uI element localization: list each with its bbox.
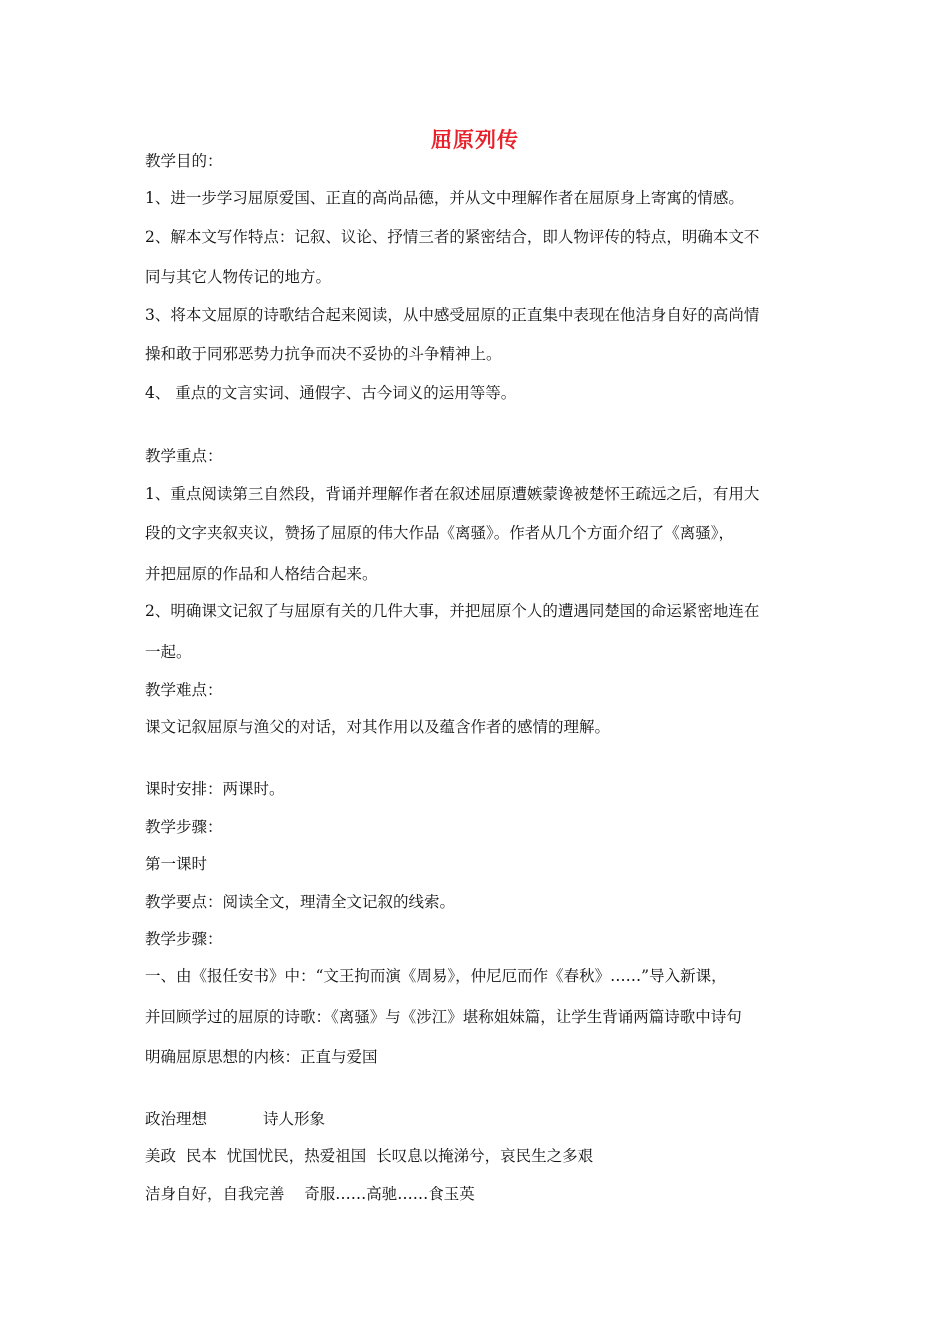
table-row: 洁身自好，自我完善 奇服……高驰……食玉英 xyxy=(145,1185,475,1203)
paragraph-line: 一、由《报任安书》中：“文王拘而演《周易》，仲尼厄而作《春秋》……”导入新课， xyxy=(145,967,727,985)
section-heading-objectives: 教学目的： xyxy=(145,152,223,170)
lesson-heading: 第一课时 xyxy=(145,855,208,873)
paragraph-line: 教学要点：阅读全文，理清全文记叙的线索。 xyxy=(145,893,456,911)
paragraph-line: 明确屈原思想的内核：正直与爱国 xyxy=(145,1048,378,1066)
paragraph-line: 1、进一步学习屈原爱国、正直的高尚品德，并从文中理解作者在屈原身上寄寓的情感。 xyxy=(145,189,744,207)
paragraph-line: 2、解本文写作特点：记叙、议论、抒情三者的紧密结合，即人物评传的特点，明确本文不 xyxy=(145,228,760,246)
section-heading-key-points: 教学重点： xyxy=(145,447,223,465)
paragraph-line: 课文记叙屈原与渔父的对话，对其作用以及蕴含作者的感情的理解。 xyxy=(145,718,611,736)
paragraph-line: 并回顾学过的屈原的诗歌：《离骚》与《涉江》堪称姐妹篇，让学生背诵两篇诗歌中诗句 xyxy=(145,1008,742,1026)
section-heading-steps: 教学步骤： xyxy=(145,930,223,948)
section-heading-steps: 教学步骤： xyxy=(145,818,223,836)
paragraph-line: 2、明确课文记叙了与屈原有关的几件大事，并把屈原个人的遭遇同楚国的命运紧密地连在 xyxy=(145,602,760,620)
schedule-line: 课时安排：两课时。 xyxy=(145,780,285,798)
paragraph-line: 1、重点阅读第三自然段，背诵并理解作者在叙述屈原遭嫉蒙谗被楚怀王疏远之后，有用大 xyxy=(145,485,760,503)
paragraph-line: 同与其它人物传记的地方。 xyxy=(145,268,332,286)
paragraph-line: 一起。 xyxy=(145,643,192,661)
paragraph-line: 3、将本文屈原的诗歌结合起来阅读，从中感受屈原的正直集中表现在他洁身自好的高尚情 xyxy=(145,306,760,324)
document-title: 屈原列传 xyxy=(431,128,519,152)
paragraph-line: 操和敢于同邪恶势力抗争而决不妥协的斗争精神上。 xyxy=(145,345,502,363)
paragraph-line: 并把屈原的作品和人格结合起来。 xyxy=(145,565,378,583)
table-header-row xyxy=(145,1108,815,1130)
table-header-political-ideal: 政治理想 xyxy=(145,1110,208,1128)
table-row: 美政 民本 忧国忧民，热爱祖国 长叹息以掩涕兮，哀民生之多艰 xyxy=(145,1147,594,1165)
table-header-poet-image: 诗人形象 xyxy=(263,1110,326,1128)
paragraph-line: 4、 重点的文言实词、通假字、古今词义的运用等等。 xyxy=(145,384,517,402)
paragraph-line: 段的文字夹叙夹议，赞扬了屈原的伟大作品《离骚》。作者从几个方面介绍了《离骚》， xyxy=(145,524,735,542)
section-heading-difficulties: 教学难点： xyxy=(145,681,223,699)
